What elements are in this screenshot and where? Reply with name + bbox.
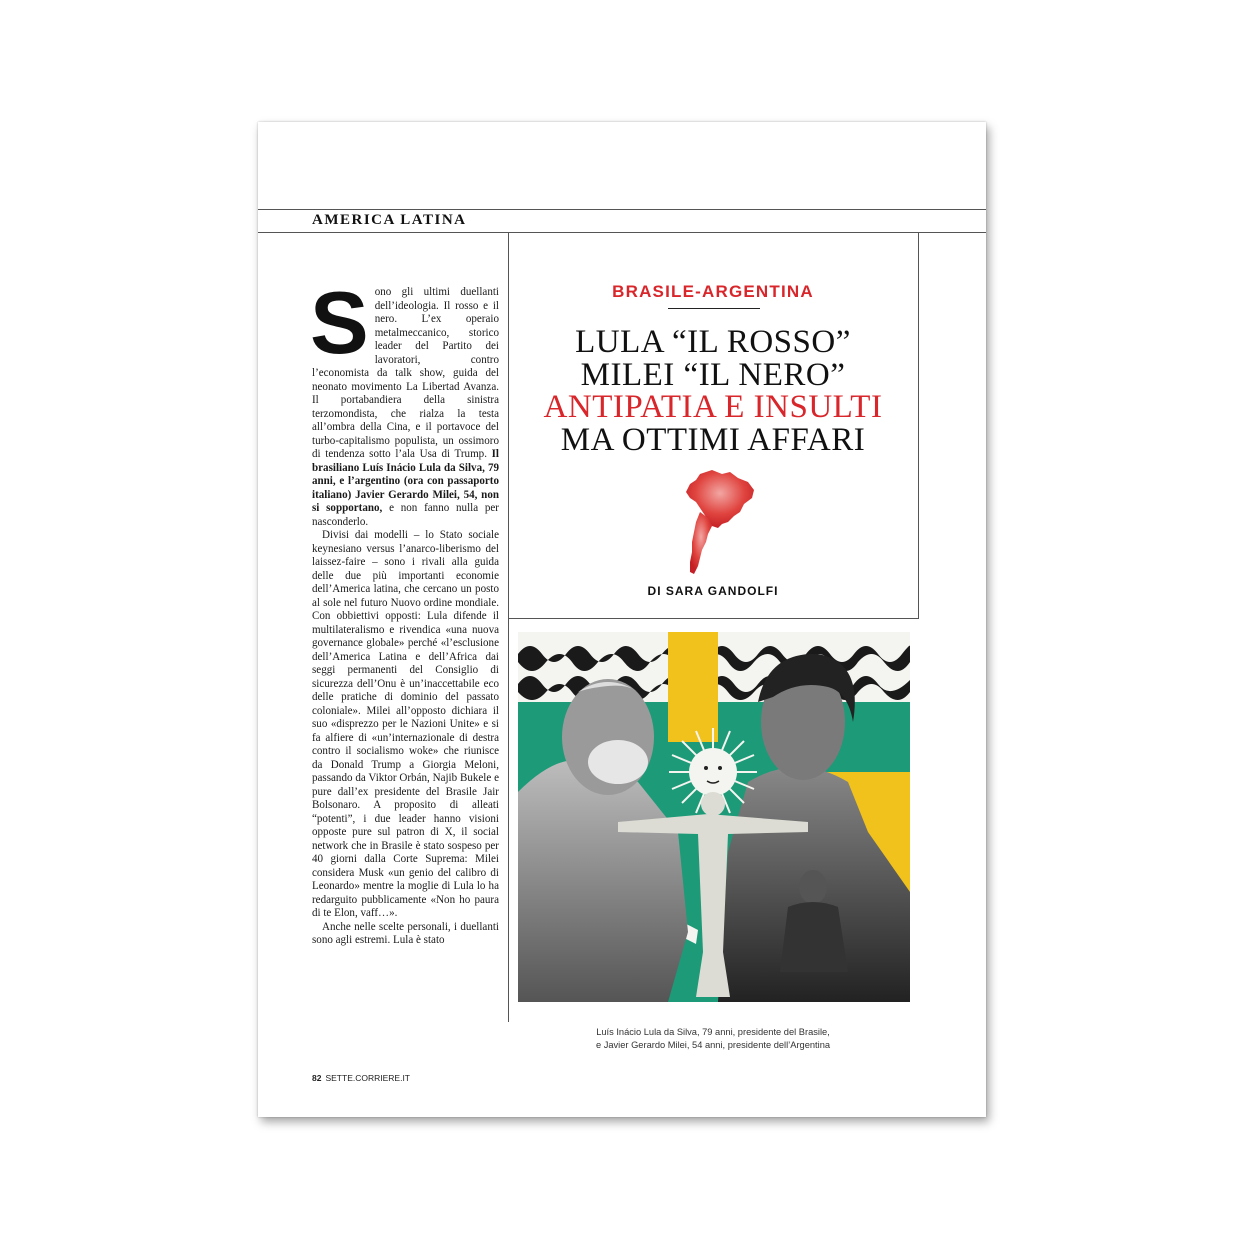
south-america-map-icon <box>678 468 758 578</box>
headline-line-1: LULA “IL ROSSO” <box>575 324 851 360</box>
column-divider-right <box>918 232 919 618</box>
headline-line-2: MILEI “IL NERO” <box>580 356 846 393</box>
magazine-page <box>258 122 986 1117</box>
kicker-underline <box>668 308 760 309</box>
top-rule <box>258 209 986 210</box>
box-bottom-rule <box>508 618 919 619</box>
section-rule <box>258 232 986 233</box>
paragraph-1 <box>310 273 499 529</box>
footer-site: SETTE.CORRIERE.IT <box>325 1073 411 1083</box>
article-illustration <box>518 632 910 1002</box>
headline <box>508 326 918 456</box>
kicker: BRASILE-ARGENTINA <box>612 282 814 301</box>
byline: DI SARA GANDOLFI <box>647 584 779 598</box>
paragraph-1-end: e non fanno nulla per nasconderlo. <box>312 502 499 528</box>
article-body <box>310 273 499 948</box>
headline-line-3: ANTIPATIA E INSULTI <box>543 389 883 425</box>
paragraph-3: Anche nelle scelte personali, i duellanti sono agli estremi. Lula è stato <box>312 920 499 946</box>
paragraph-2: Divisi dai modelli – lo Stato sociale keynesiano versus l’anarco-liberismo del laissez-faire – sono i rivali alla guida delle due più importanti economie dell’America latina, che cercano un posto al sole nel futuro Nuovo ordine mondiale. Con obbiettivi opposti: Lula difende il multilateralismo e rivendica «una nuova governance globale» perché «l’esclusione dell’America Latina e dell’Africa dai seggi permanenti del Consiglio di sicurezza dell’Onu è un’inaccettabile eco delle pratiche di dominio del passato coloniale». Milei all’opposto dichiara il suo «disprezzo per le Nazioni Unite» e si fa alfiere di «un’internazionale di destra contro il socialismo woke» che riunisce da Donald Trump a Giorgia Meloni, passando da Viktor Orbán, Najib Bukele e pure dall’ex presidente del Brasile Jair Bolsonaro. A proposito di alleati “potenti”, i due leader hanno visioni opposte pure sul patron di X, il social network che in Brasile è stato sospeso per 40 giorni dalla Corte Suprema: Milei considera Musk «un genio del calibro di Leonardo» mentre la moglie di Lula lo ha redarguito pubblicamente «Non ho paura di te Elon, vaff…». <box>312 529 499 919</box>
photo-caption <box>508 1026 918 1052</box>
caption-line-2: e Javier Gerardo Milei, 54 anni, presidente dell’Argentina <box>595 1040 831 1050</box>
section-label: AMERICA LATINA <box>312 212 467 228</box>
page-footer <box>312 1073 410 1083</box>
paragraph-1-text: ono gli ultimi duellanti dell’ideologia. Il rosso e il nero. L’ex operaio metalmeccanico, storico leader del Partito dei lavoratori, contro l’economista da talk show, guida del neonato movimento La Libertad Avanza. Il portabandiera della sinistra terzomondista, che rialza la testa all’ombra della Cina, e il portavoce del turbo-capitalismo populista, un ossimoro di tendenza sotto l’ala Usa di Trump. <box>312 286 499 460</box>
page-number: 82 <box>312 1073 322 1083</box>
headline-line-4: MA OTTIMI AFFARI <box>560 421 866 458</box>
drop-cap: S <box>310 273 369 372</box>
paragraph-1-bold: Il brasiliano Luís Inácio Lula da Silva, 79 anni, e l’argentino (ora con passaporto italiano) Javier Gerardo Milei, 54, non si sopportano, <box>312 448 499 514</box>
illustration-collage <box>518 632 910 1002</box>
caption-line-1: Luís Inácio Lula da Silva, 79 anni, presidente del Brasile, <box>596 1027 830 1037</box>
